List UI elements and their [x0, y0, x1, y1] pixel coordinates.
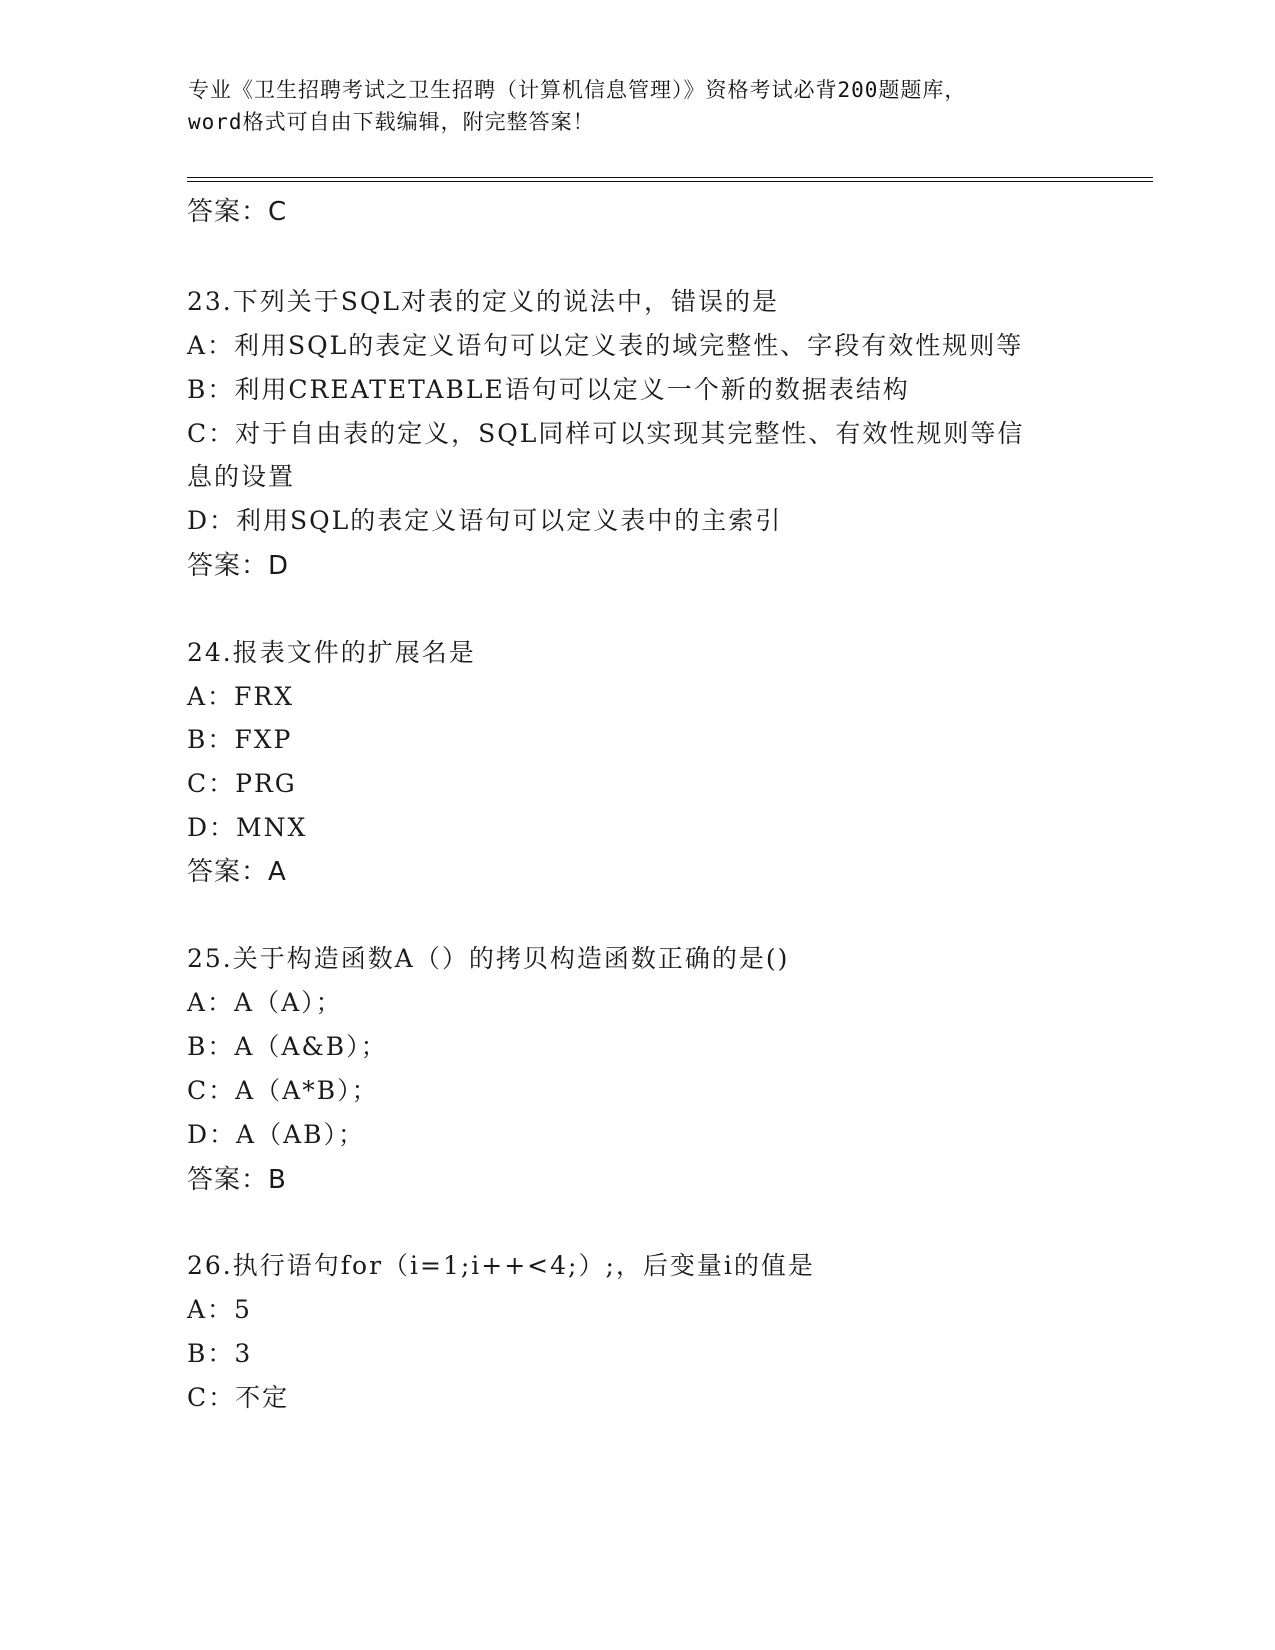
- option-26-b: B：3: [187, 1339, 253, 1368]
- question-26: 26.执行语句for（i=1;i++<4;）;，后变量i的值是: [187, 1251, 815, 1280]
- answer-previous: 答案：C: [187, 197, 288, 227]
- document-header: [188, 74, 1088, 138]
- option-24-b: B：FXP: [187, 725, 293, 754]
- option-23-c: C：对于自由表的定义，SQL同样可以实现其完整性、有效性规则等信: [187, 419, 1025, 448]
- option-23-a: A：利用SQL的表定义语句可以定义表的域完整性、字段有效性规则等: [187, 331, 1024, 360]
- answer-23: 答案：D: [187, 551, 290, 581]
- question-24: 24.报表文件的扩展名是: [187, 638, 476, 667]
- option-25-b: B：A（A&B）；: [187, 1032, 388, 1061]
- option-24-c: C：PRG: [187, 769, 297, 798]
- answer-25: 答案：B: [187, 1165, 287, 1195]
- option-24-d: D：MNX: [187, 813, 308, 842]
- option-26-c: C：不定: [187, 1383, 290, 1412]
- answer-24: 答案：A: [187, 857, 287, 887]
- option-24-a: A：FRX: [187, 682, 295, 711]
- header-line-1: 专业《卫生招聘考试之卫生招聘（计算机信息管理）》资格考试必背200题题库，: [188, 78, 967, 102]
- option-23-d: D：利用SQL的表定义语句可以定义表中的主索引: [187, 506, 783, 535]
- option-25-a: A：A（A）；: [187, 988, 343, 1017]
- question-23: 23.下列关于SQL对表的定义的说法中，错误的是: [187, 287, 779, 316]
- option-26-a: A：5: [187, 1295, 252, 1324]
- option-25-d: D：A（AB）；: [187, 1120, 366, 1149]
- header-divider-bottom: [187, 181, 1153, 182]
- option-23-b: B：利用CREATETABLE语句可以定义一个新的数据表结构: [187, 375, 910, 404]
- option-25-c: C：A（A*B）；: [187, 1076, 379, 1105]
- question-25: 25.关于构造函数A（）的拷贝构造函数正确的是(): [187, 944, 790, 973]
- header-line-2: word格式可自由下载编辑，附完整答案！: [188, 110, 595, 134]
- header-divider-top: [187, 177, 1153, 178]
- option-23-c-continued: 息的设置: [187, 462, 296, 491]
